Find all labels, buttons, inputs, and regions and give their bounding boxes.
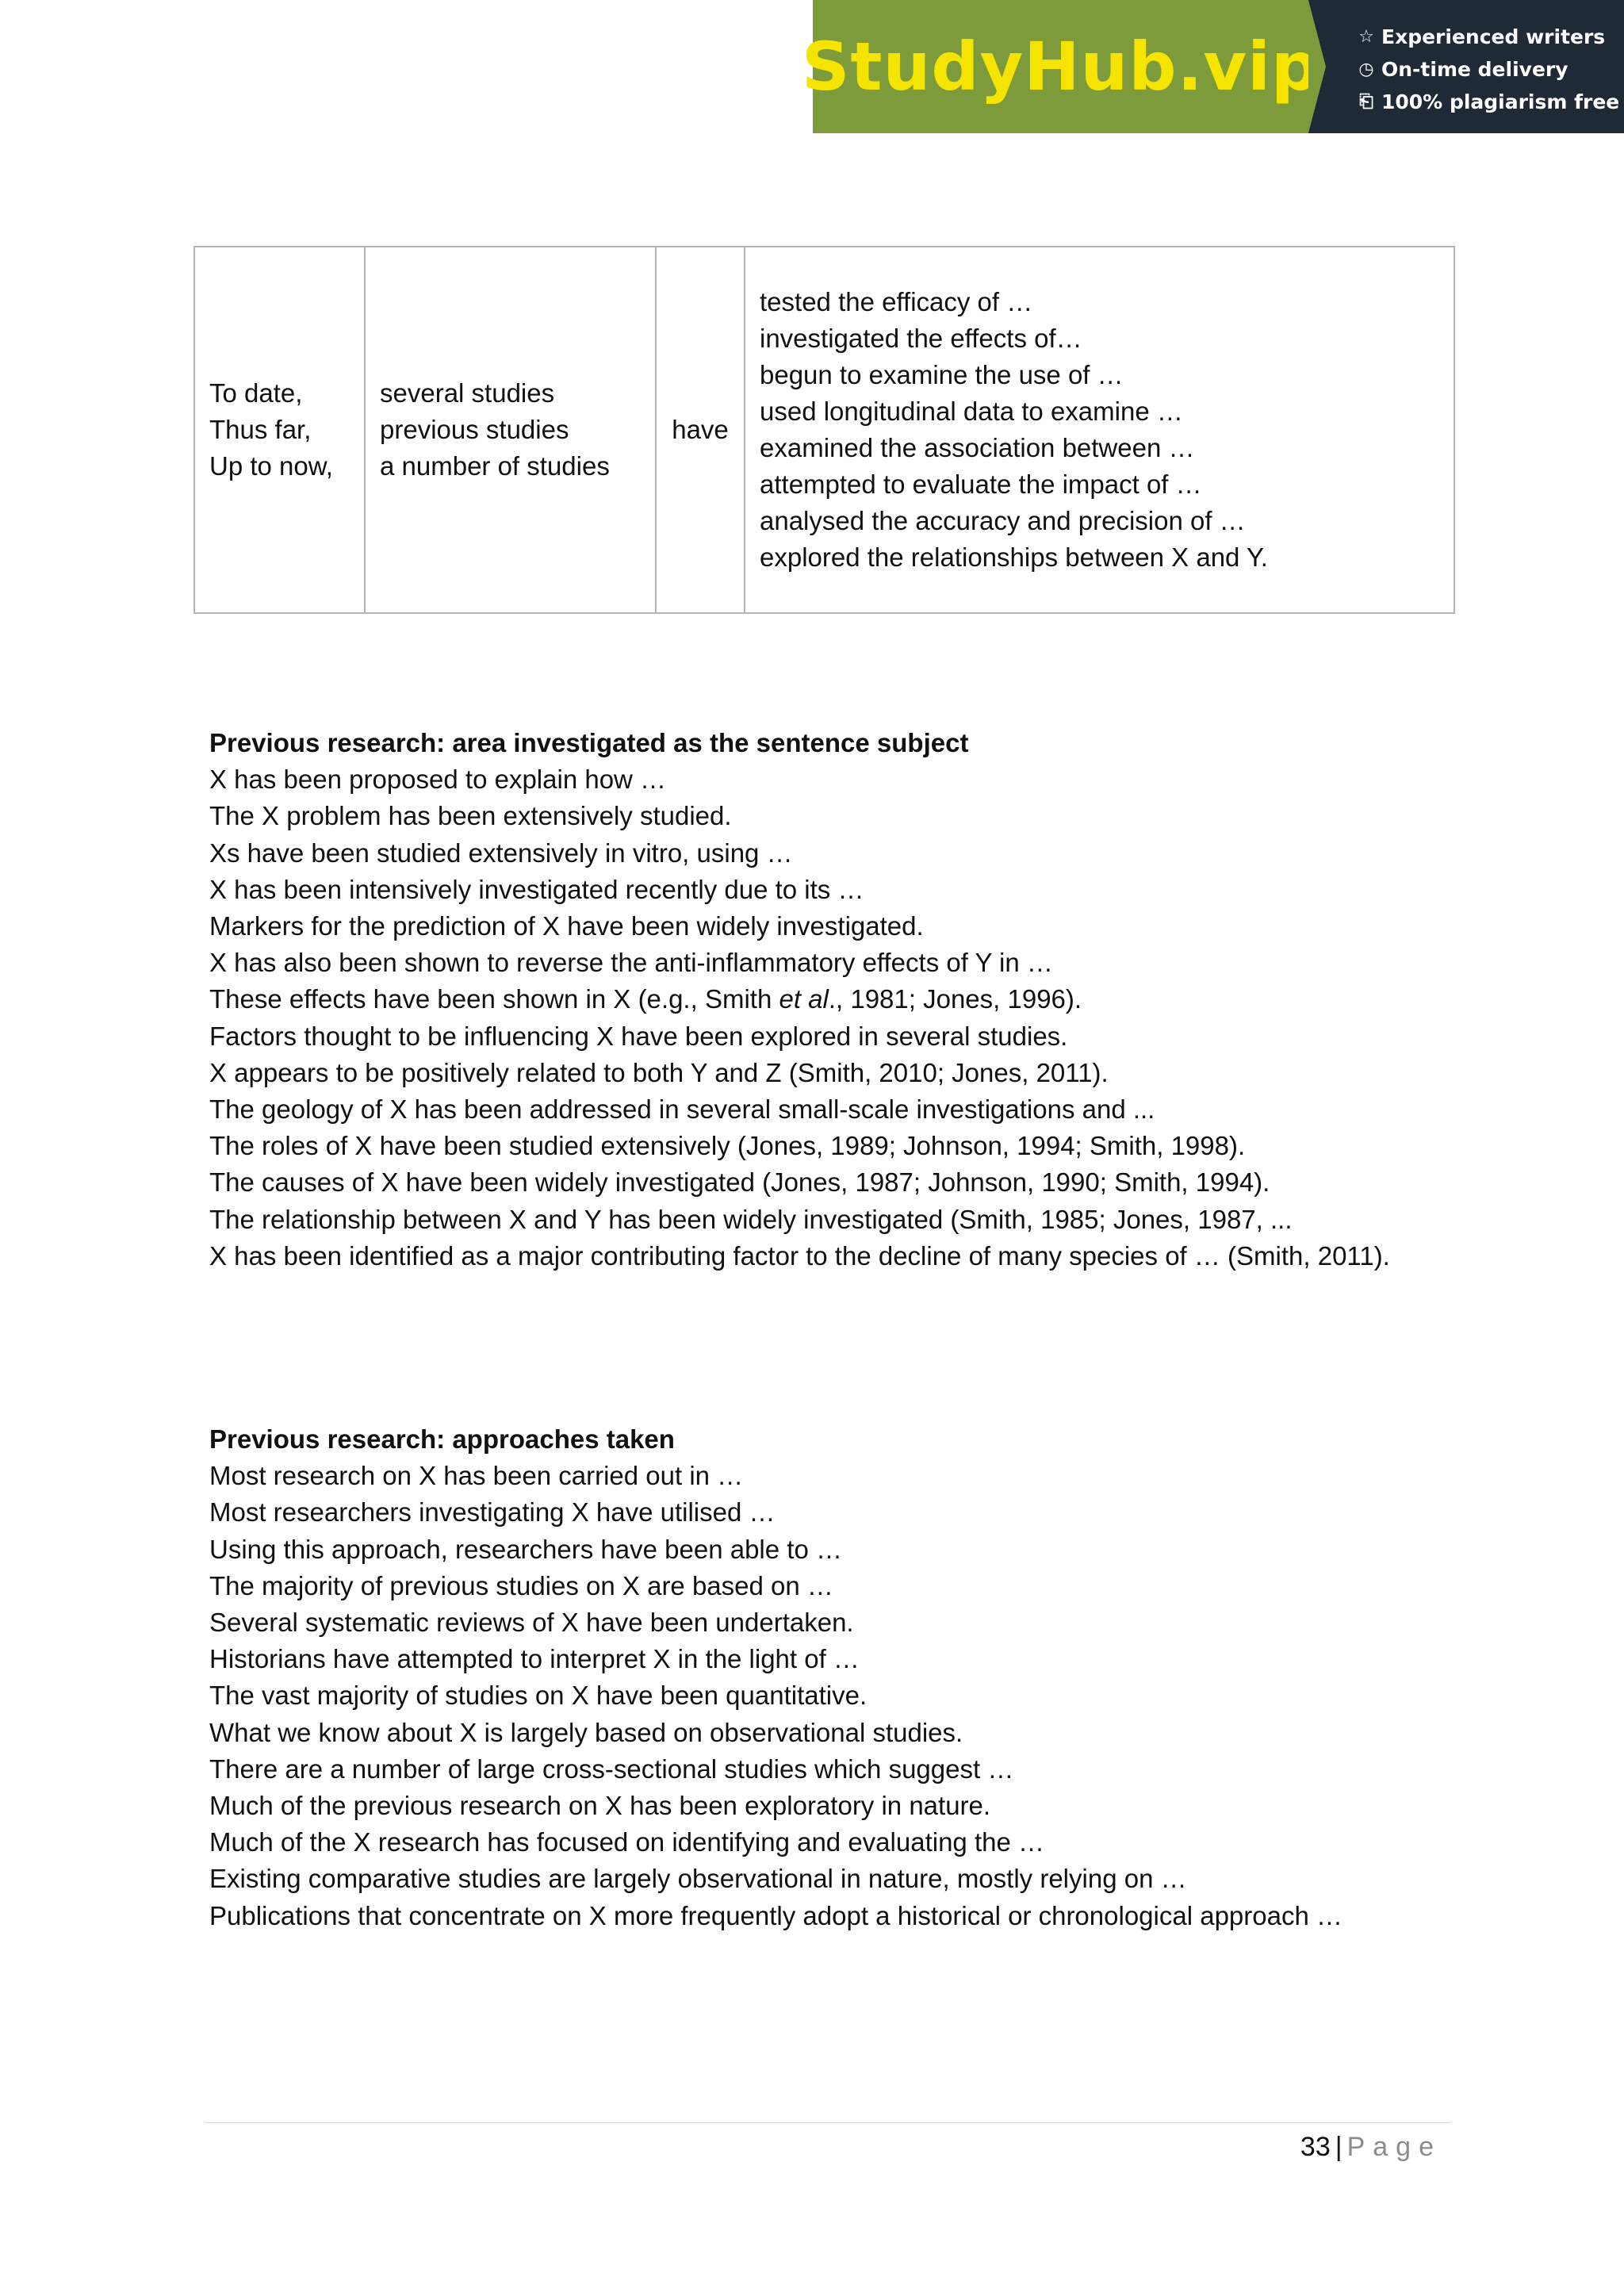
section-approaches-taken <box>209 1421 1342 1934</box>
phrase-line: The X problem has been extensively studied. <box>209 801 732 831</box>
phrase-line: Xs have been studied extensively in vitro, using … <box>209 838 793 868</box>
phrase-line: X has been identified as a major contributing factor to the decline of many species of … (Smith, 2011). <box>209 1240 1390 1271</box>
banner-arrow-shape <box>1308 0 1326 133</box>
phrase-line: Factors thought to be influencing X have been explored in several studies. <box>209 1021 1068 1051</box>
star-icon: ☆ <box>1358 27 1374 47</box>
feature-list <box>1308 0 1624 133</box>
table-cell-line: Thus far, <box>209 415 312 444</box>
table-row <box>194 247 1454 613</box>
feature-experienced-writers <box>1356 21 1624 53</box>
phrase-line: Publications that concentrate on X more frequently adopt a historical or chronological approach … <box>209 1900 1342 1930</box>
phrase-line: Using this approach, researchers have been able to … <box>209 1534 842 1564</box>
phrase-line-with-italic <box>209 981 1390 1018</box>
feature-label: Experienced writers <box>1381 25 1606 48</box>
phrase-text: ., 1981; Jones, 1996). <box>828 984 1082 1014</box>
phrase-line: Most research on X has been carried out in … <box>209 1461 744 1491</box>
phrase-line: Historians have attempted to interpret X in the light of … <box>209 1644 860 1674</box>
page-footer <box>1300 2129 1442 2165</box>
table-cell-line: have <box>672 415 729 444</box>
phrase-line: Several systematic reviews of X have been undertaken. <box>209 1608 854 1638</box>
phrase-line: X has been proposed to explain how … <box>209 765 667 795</box>
copy-icon: ⎗ <box>1359 92 1373 112</box>
table-cell-line: used longitudinal data to examine … <box>760 397 1183 426</box>
table-cell-line: several studies <box>380 378 555 408</box>
clock-icon: ◷ <box>1358 59 1374 79</box>
table-cell-auxiliary <box>656 247 745 613</box>
phrase-line: The vast majority of studies on X have been quantitative. <box>209 1681 868 1711</box>
table-cell-line: analysed the accuracy and precision of … <box>760 506 1246 535</box>
phrase-line: X has also been shown to reverse the anti-inflammatory effects of Y in … <box>209 948 1053 978</box>
phrase-line: The majority of previous studies on X are based on … <box>209 1570 833 1600</box>
page-number: 33 <box>1300 2132 1331 2162</box>
italic-abbreviation: et al <box>779 984 829 1014</box>
phrase-line: Existing comparative studies are largely observational in nature, mostly relying on … <box>209 1864 1187 1894</box>
table-cell-verb-phrases <box>745 247 1454 613</box>
phrase-line: There are a number of large cross-sectional studies which suggest … <box>209 1754 1014 1784</box>
section-heading: Previous research: area investigated as the sentence subject <box>209 728 969 757</box>
phrase-line: Much of the X research has focused on identifying and evaluating the … <box>209 1827 1044 1857</box>
phrase-line: Most researchers investigating X have utilised … <box>209 1497 776 1527</box>
table-cell-time-phrases <box>194 247 365 613</box>
section-heading: Previous research: approaches taken <box>209 1424 675 1454</box>
phrase-line: Much of the previous research on X has been exploratory in nature. <box>209 1791 991 1821</box>
section-area-investigated <box>209 725 1390 1274</box>
footer-divider <box>205 2122 1451 2123</box>
table-cell-line: investigated the effects of… <box>760 324 1082 353</box>
table-cell-line: a number of studies <box>380 451 610 481</box>
table-cell-subjects <box>365 247 656 613</box>
table-cell-line: tested the efficacy of … <box>760 287 1033 316</box>
page-separator: | <box>1335 2132 1342 2162</box>
phrase-line: The roles of X have been studied extensively (Jones, 1989; Johnson, 1994; Smith, 1998). <box>209 1131 1246 1161</box>
feature-label: On-time delivery <box>1381 58 1568 81</box>
phrase-line: Markers for the prediction of X have been widely investigated. <box>209 911 924 941</box>
studyhub-logo[interactable] <box>801 0 1320 133</box>
page-label: Page <box>1346 2132 1442 2162</box>
phrase-line: The causes of X have been widely investigated (Jones, 1987; Johnson, 1990; Smith, 1994). <box>209 1167 1270 1198</box>
table-cell-line: attempted to evaluate the impact of … <box>760 470 1202 499</box>
phrase-line: The geology of X has been addressed in several small-scale investigations and ... <box>209 1094 1155 1125</box>
phrase-table <box>193 246 1455 614</box>
feature-on-time-delivery <box>1356 53 1624 86</box>
studyhub-banner[interactable] <box>801 0 1624 133</box>
phrase-text: These effects have been shown in X (e.g., Smith <box>209 984 779 1014</box>
table-cell-line: examined the association between … <box>760 433 1195 462</box>
feature-plagiarism-free <box>1356 86 1624 118</box>
table-cell-line: To date, <box>209 378 303 408</box>
phrase-line: What we know about X is largely based on observational studies. <box>209 1717 963 1747</box>
table-cell-line: begun to examine the use of … <box>760 360 1124 389</box>
phrase-line: X appears to be positively related to both Y and Z (Smith, 2010; Jones, 2011). <box>209 1057 1109 1087</box>
phrase-line: X has been intensively investigated recently due to its … <box>209 874 864 904</box>
logo-text: StudyHub.vip <box>801 28 1320 105</box>
table-cell-line: Up to now, <box>209 451 333 481</box>
table-cell-line: previous studies <box>380 415 569 444</box>
feature-label: 100% plagiarism free <box>1381 90 1620 113</box>
table-cell-line: explored the relationships between X and Y. <box>760 542 1268 572</box>
phrase-line: The relationship between X and Y has been widely investigated (Smith, 1985; Jones, 1987, ... <box>209 1204 1293 1234</box>
